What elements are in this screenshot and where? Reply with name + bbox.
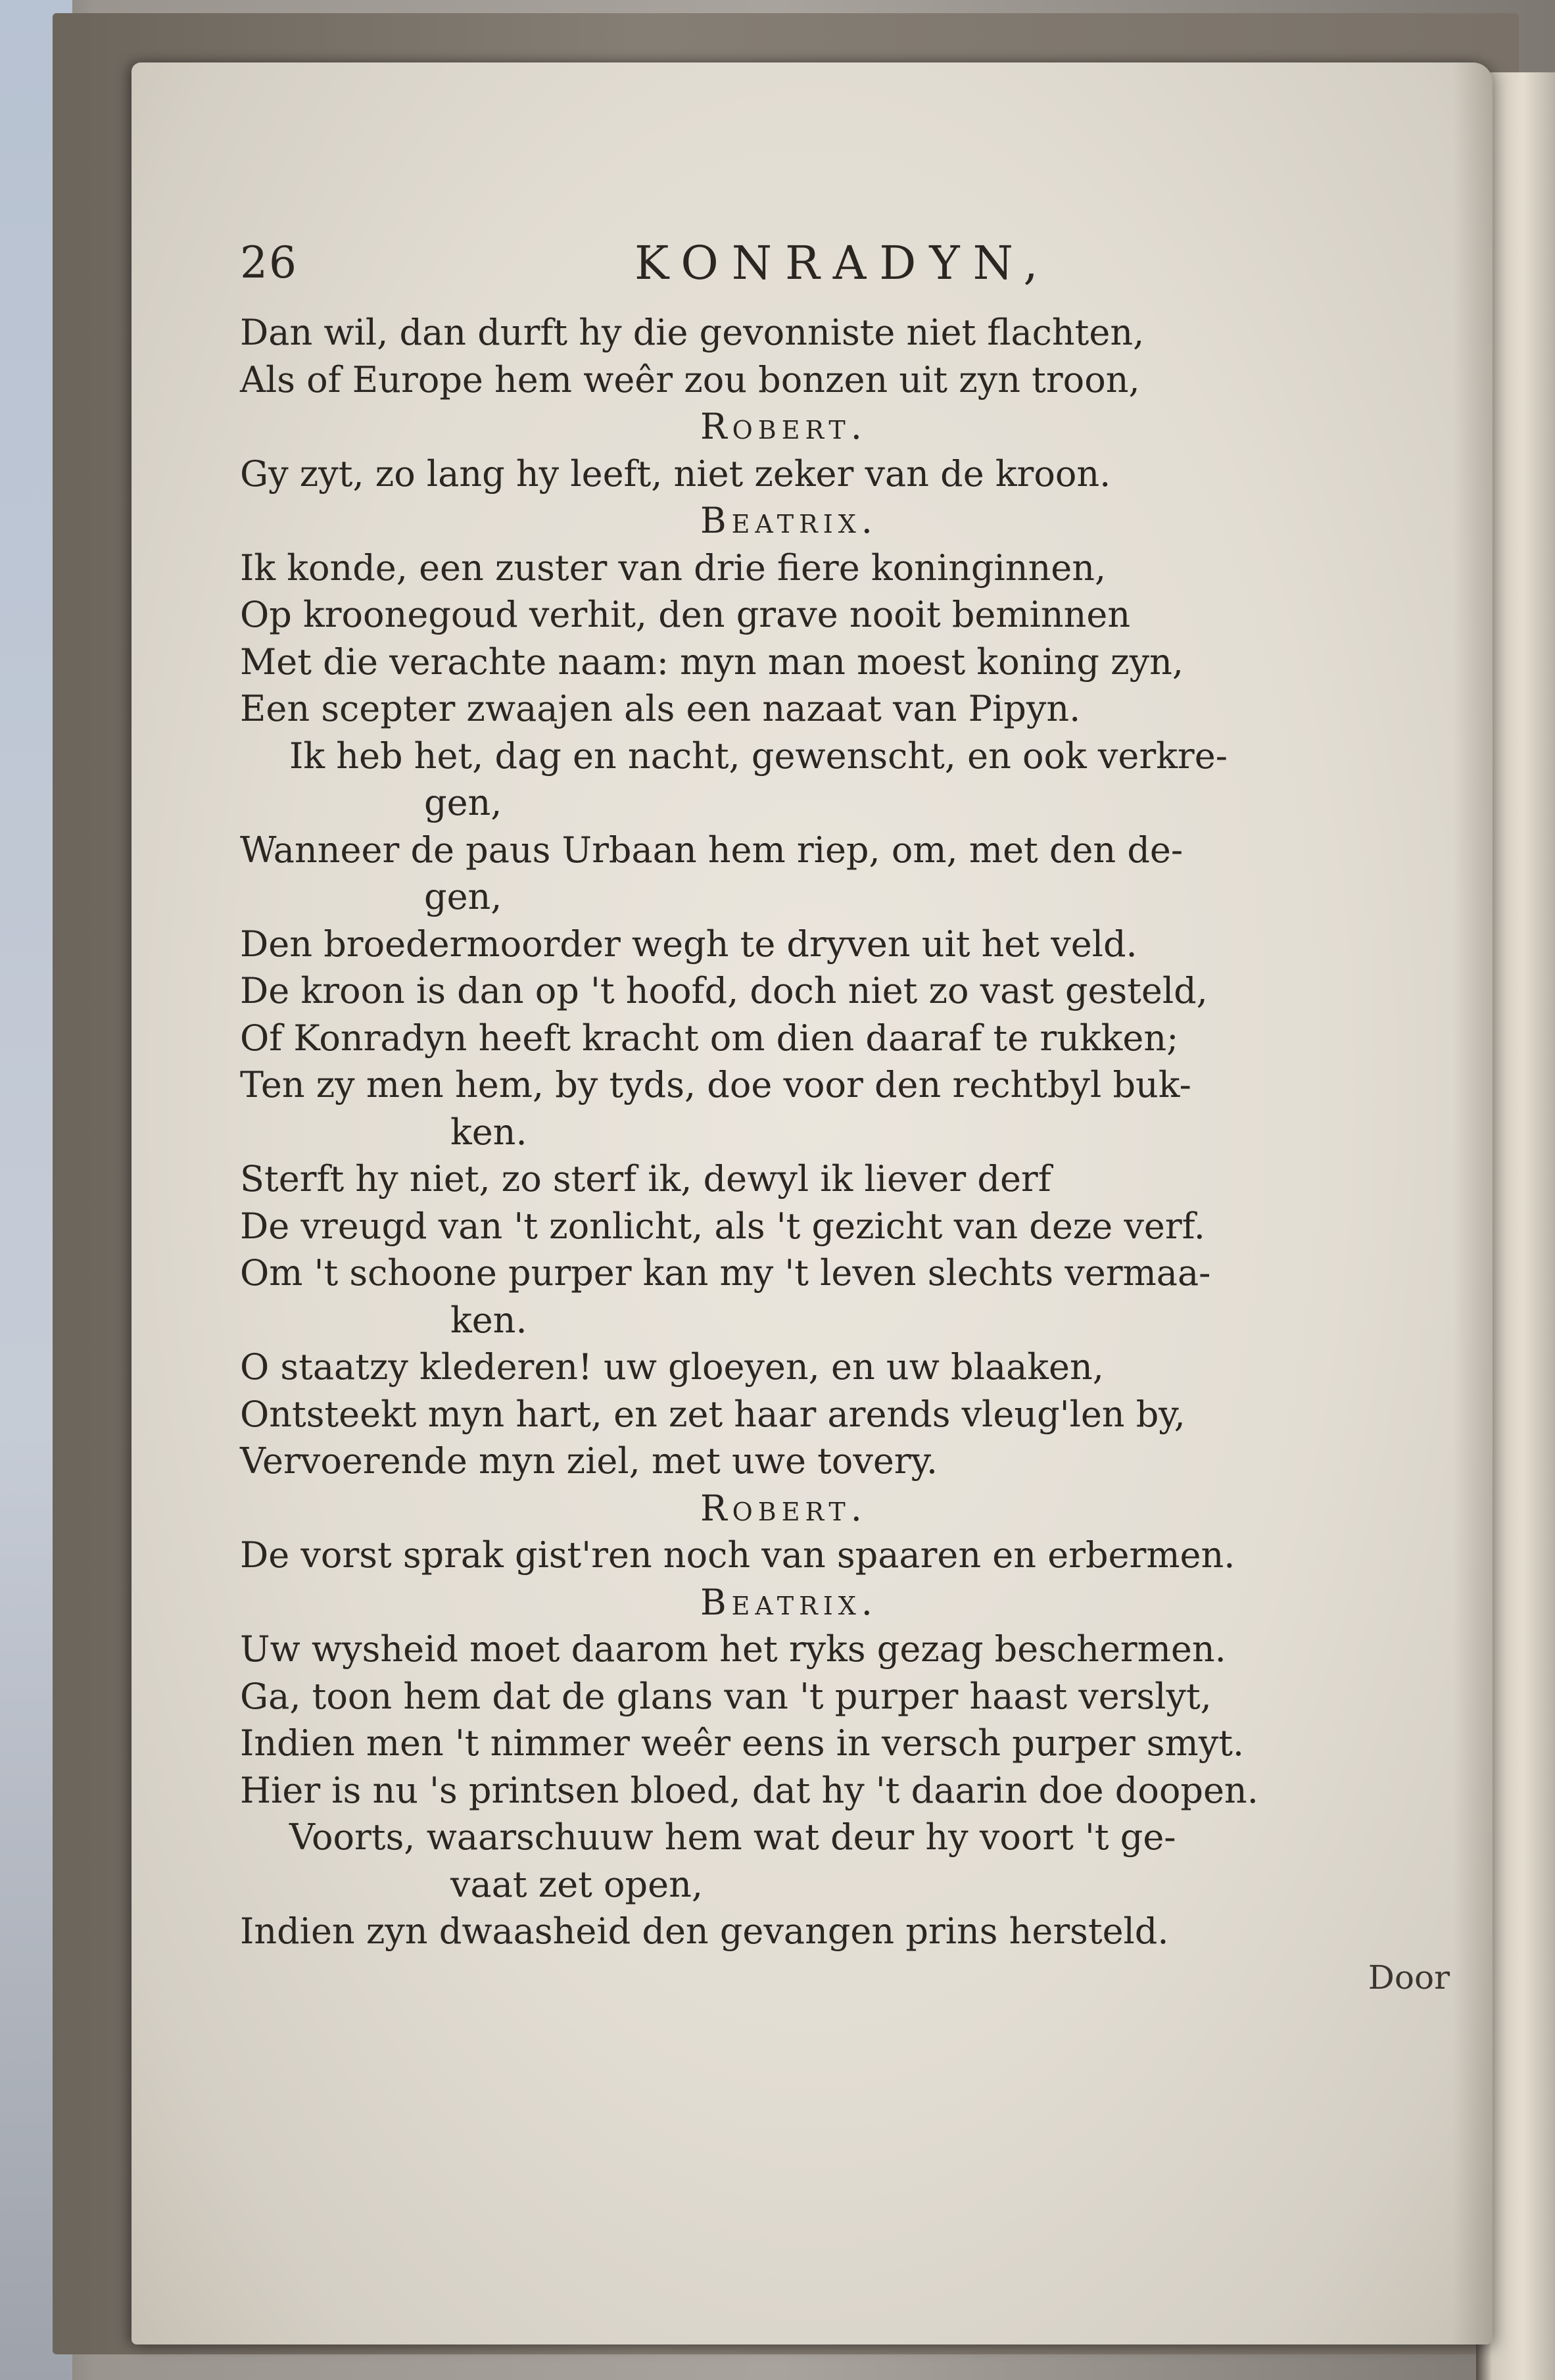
verse-line: Om 't schoone purper kan my 't leven slechts vermaa- bbox=[240, 1252, 1211, 1294]
verse-line: Indien men 't nimmer weêr eens in versch purper smyt. bbox=[240, 1722, 1245, 1764]
verse-line: De kroon is dan op 't hoofd, doch niet zo vast gesteld, bbox=[240, 970, 1208, 1011]
speaker-name: Beatrix. bbox=[700, 500, 878, 541]
page-header bbox=[240, 230, 1423, 309]
verse-line: Sterft hy niet, zo sterf ik, dewyl ik liever derf bbox=[240, 1158, 1051, 1200]
verse-line: Een scepter zwaajen als een nazaat van Pipyn. bbox=[240, 688, 1081, 729]
page-text-block bbox=[240, 230, 1450, 1997]
verse-line: Of Konradyn heeft kracht om dien daaraf te rukken; bbox=[240, 1017, 1179, 1059]
verse-line: Ga, toon hem dat de glans van 't purper haast verslyt, bbox=[240, 1675, 1212, 1717]
speaker-name: Robert. bbox=[700, 406, 867, 447]
verse-line: Ik heb het, dag en nacht, gewenscht, en ook verkre- bbox=[289, 735, 1228, 777]
verse-line: Indien zyn dwaasheid den gevangen prins hersteld. bbox=[240, 1910, 1169, 1952]
verse-line: De vorst sprak gist'ren noch van spaaren en erbermen. bbox=[240, 1534, 1235, 1576]
catchword: Door bbox=[1368, 1958, 1450, 1997]
verse-line: Met die verachte naam: myn man moest koning zyn, bbox=[240, 641, 1184, 683]
speaker-name: Beatrix. bbox=[700, 1581, 878, 1623]
verse-line: Vervoerende myn ziel, met uwe tovery. bbox=[240, 1440, 938, 1482]
verse-line: Voorts, waarschuuw hem wat deur hy voort 't ge- bbox=[289, 1816, 1176, 1858]
speaker-name: Robert. bbox=[700, 1487, 867, 1529]
verse-line: ken. bbox=[450, 1299, 527, 1341]
verse-line: Gy zyt, zo lang hy leeft, niet zeker van de kroon. bbox=[240, 452, 1111, 495]
running-title: KONRADYN, bbox=[634, 236, 1051, 290]
verse-line: Dan wil, dan durft hy die gevonniste niet flachten, bbox=[240, 312, 1145, 353]
verse-line: Hier is nu 's printsen bloed, dat hy 't daarin doe doopen. bbox=[240, 1769, 1258, 1811]
verse-line: Ten zy men hem, by tyds, doe voor den rechtbyl buk- bbox=[240, 1064, 1191, 1105]
verse-line: ken. bbox=[450, 1111, 527, 1153]
verse-line: Uw wysheid moet daarom het ryks gezag beschermen. bbox=[240, 1628, 1226, 1670]
verse-line: gen, bbox=[424, 876, 502, 917]
verse-line: vaat zet open, bbox=[450, 1863, 704, 1905]
verse-lines bbox=[240, 309, 1423, 1955]
verse-line: De vreugd van 't zonlicht, als 't gezicht van deze verf. bbox=[240, 1205, 1205, 1247]
verse-line: Op kroonegoud verhit, den grave nooit beminnen bbox=[240, 594, 1131, 635]
page-edge-shadow bbox=[1453, 62, 1493, 2344]
verse-line: Ontsteekt myn hart, en zet haar arends vleug'len by, bbox=[240, 1393, 1185, 1435]
page-number: 26 bbox=[240, 237, 298, 288]
verse-line: Den broedermoorder wegh te dryven uit het veld. bbox=[240, 923, 1137, 965]
verse-line: Wanneer de paus Urbaan hem riep, om, met den de- bbox=[240, 829, 1184, 871]
verse-line: Als of Europe hem weêr zou bonzen uit zyn troon, bbox=[240, 358, 1140, 401]
verse-line: Ik konde, een zuster van drie fiere koninginnen, bbox=[240, 546, 1107, 589]
verse-line: O staatzy klederen! uw gloeyen, en uw blaaken, bbox=[240, 1346, 1104, 1388]
verse-line: gen, bbox=[424, 782, 502, 823]
